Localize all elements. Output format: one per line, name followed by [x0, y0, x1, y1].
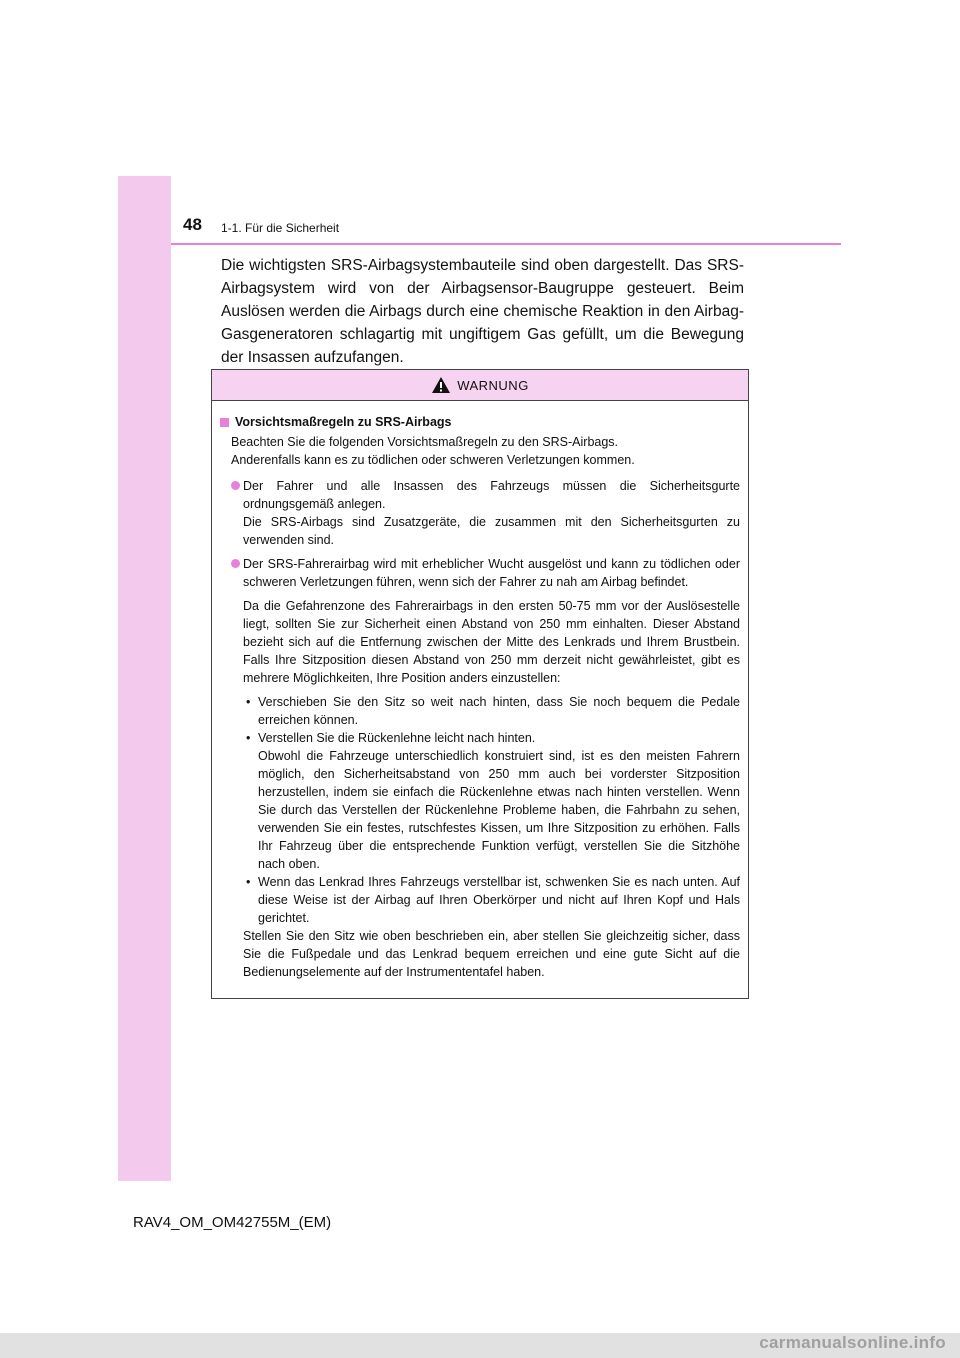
- bullet-text: Der SRS-Fahrerairbag wird mit erheblicher Wucht ausgelöst und kann zu tödlichen oder schweren Verletzungen führen, wenn sich der Fahrer zu nah am Airbag befindet.: [243, 557, 740, 589]
- warning-heading-text: Vorsichtsmaßregeln zu SRS-Airbags: [235, 415, 452, 429]
- header-divider: [171, 243, 841, 245]
- warning-heading: [220, 413, 740, 431]
- dot-mark: •: [246, 731, 251, 745]
- dot-mark: •: [246, 695, 251, 709]
- sub-list-item: [220, 873, 740, 927]
- bullet-detail-paragraph: Da die Gefahrenzone des Fahrerairbags in den ersten 50-75 mm vor der Auslösestelle liegt, sollten Sie zur Sicherheit einen Abstand von 250 mm einhalten. Dieser Abstand bezieht sich auf die Entfernung zwischen der Mitte des Lenkrads und Ihrem Brustbein. Falls Ihre Sitzposition diesen Abstand von 250 mm derzeit nicht gewährleistet, gibt es mehrere Möglichkeiten, Ihre Position anders einzustellen:: [243, 599, 740, 685]
- sub-list-item: [220, 693, 740, 729]
- warning-intro-line: Beachten Sie die folgenden Vorsichtsmaßregeln zu den SRS-Airbags.: [231, 435, 619, 449]
- warning-intro-line: Anderenfalls kann es zu tödlichen oder schweren Verletzungen kommen.: [231, 453, 635, 467]
- watermark-link[interactable]: carmanualsonline.info: [759, 1333, 946, 1352]
- warning-intro: [220, 433, 740, 469]
- warning-bullet: [220, 477, 740, 549]
- sub-list-item: [220, 729, 740, 873]
- circle-bullet-icon: [231, 481, 240, 490]
- bullet-text: Der Fahrer und alle Insassen des Fahrzeugs müssen die Sicherheitsgurte ordnungsgemäß anlegen.: [243, 479, 740, 511]
- circle-bullet-icon: [231, 559, 240, 568]
- intro-paragraph: Die wichtigsten SRS-Airbagsystembauteile sind oben dargestellt. Das SRS-Airbagsystem wird von der Airbagsensor-Baugruppe gesteuert. Beim Auslösen werden die Airbags durch eine chemische Reaktion in den Airbag-Gasgeneratoren schlagartig mit ungiftigem Gas gefüllt, um die Bewegung der Insassen aufzufangen.: [221, 257, 744, 366]
- side-tab-strip: [118, 176, 171, 1181]
- dot-mark: •: [246, 875, 251, 889]
- bullet-text: Die SRS-Airbags sind Zusatzgeräte, die zusammen mit den Sicherheitsgurten zu verwenden sind.: [243, 515, 740, 547]
- warning-triangle-icon: [431, 376, 451, 394]
- sub-list-text: Verschieben Sie den Sitz so weit nach hinten, dass Sie noch bequem die Pedale erreichen können.: [258, 695, 740, 727]
- warning-body: [212, 401, 748, 981]
- warning-title: WARNUNG: [457, 377, 529, 393]
- page-number: 48: [183, 215, 202, 234]
- warning-header: [212, 370, 748, 401]
- sub-list-text: Verstellen Sie die Rückenlehne leicht nach hinten.: [258, 731, 536, 745]
- square-bullet-icon: [220, 418, 229, 427]
- section-title: 1-1. Für die Sicherheit: [221, 221, 340, 235]
- warning-closing-paragraph: Stellen Sie den Sitz wie oben beschrieben ein, aber stellen Sie gleichzeitig sicher, dass Sie die Fußpedale und das Lenkrad bequem erreichen und eine gute Sicht auf die Bedienungselemente auf der Instrumententafel haben.: [243, 929, 740, 979]
- sub-list-text: Obwohl die Fahrzeuge unterschiedlich konstruiert sind, ist es den meisten Fahrern möglich, den Sicherheitsabstand von 250 mm auch bei vorderster Sitzposition herzustellen, indem sie einfach die Rückenlehne etwas nach hinten verstellen. Wenn Sie durch das Verstellen der Rückenlehne Probleme haben, die Fahrbahn zu sehen, verwenden Sie ein festes, rutschfestes Kissen, um Ihre Sitzposition zu erhöhen. Falls Ihr Fahrzeug über die entsprechende Funktion verfügt, verstellen Sie die Sitzhöhe nach oben.: [258, 749, 740, 871]
- sub-list-text: Wenn das Lenkrad Ihres Fahrzeugs verstellbar ist, schwenken Sie es nach unten. Auf diese Weise ist der Airbag auf Ihren Oberkörper und nicht auf Ihren Kopf und Hals gerichtet.: [258, 875, 740, 925]
- warning-bullet: [220, 555, 740, 591]
- warning-box: [211, 369, 749, 999]
- document-code: RAV4_OM_OM42755M_(EM): [133, 1214, 332, 1231]
